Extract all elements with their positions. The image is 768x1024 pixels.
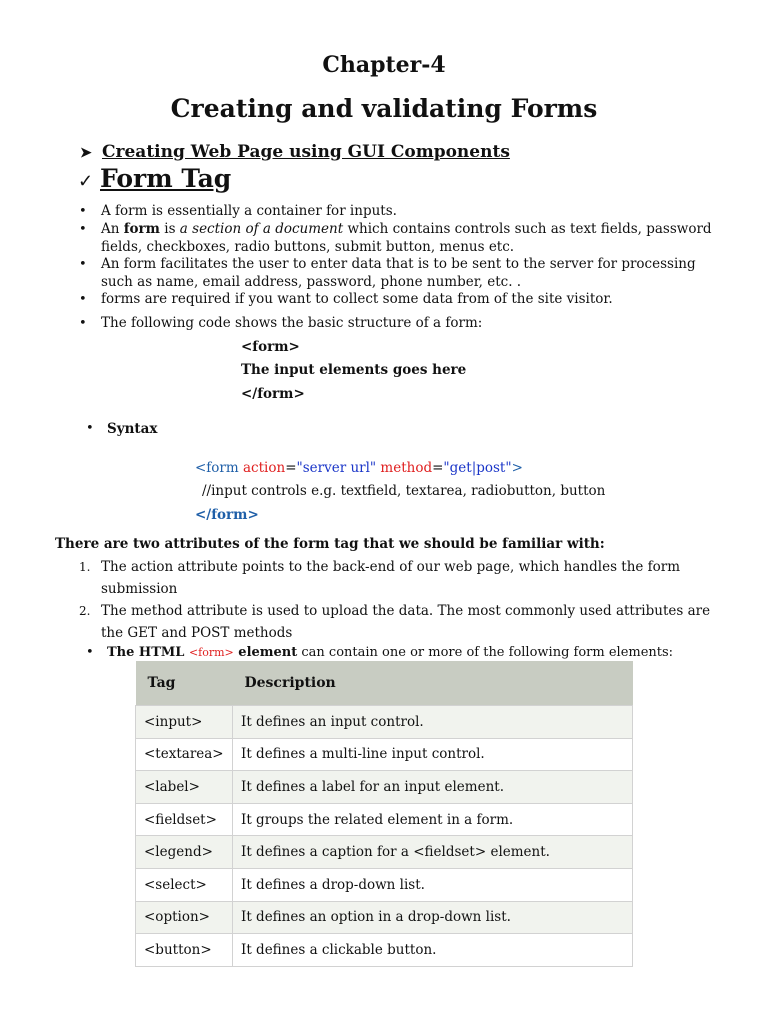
page-title: Creating and validating Forms xyxy=(170,94,598,123)
element-line-bold: element xyxy=(233,645,298,660)
chapter-heading: Chapter-4 xyxy=(322,52,446,78)
bullet-text: is xyxy=(159,221,180,237)
bullet-text: which contains controls such as text fields, password fields, checkboxes, radio buttons, submit button, menus etc. xyxy=(101,221,712,255)
cell-description: It groups the related element in a form. xyxy=(233,803,633,836)
table-row xyxy=(136,934,633,967)
bullet-item-1: • A form is essentially a container for inputs. xyxy=(101,203,731,221)
table-row xyxy=(136,771,633,804)
cell-description: It defines an option in a drop-down list. xyxy=(233,901,633,934)
code-open-tag: <form> xyxy=(241,339,300,355)
table-row xyxy=(136,868,633,901)
section-heading-text: Form Tag xyxy=(100,164,232,193)
item-number: 2. xyxy=(79,604,91,618)
header-tag: Tag xyxy=(136,661,233,706)
cell-tag: <fieldset> xyxy=(136,803,233,836)
cell-description: It defines a drop-down list. xyxy=(233,868,633,901)
table-row xyxy=(136,836,633,869)
element-line-text: can contain one or more of the following form elements: xyxy=(297,645,674,660)
item-number: 1. xyxy=(79,560,91,574)
table-row xyxy=(136,901,633,934)
header-description: Description xyxy=(233,661,633,706)
table-row xyxy=(136,803,633,836)
cell-description: It defines a label for an input element. xyxy=(233,771,633,804)
cell-description: It defines a clickable button. xyxy=(233,934,633,967)
code-close-tag: </form> xyxy=(241,386,305,402)
cell-tag: <textarea> xyxy=(136,738,233,771)
syntax-equals: = xyxy=(285,460,297,476)
cell-tag: <button> xyxy=(136,934,233,967)
section-heading xyxy=(78,164,231,193)
code-middle-line: The input elements goes here xyxy=(241,362,467,378)
form-elements-table xyxy=(135,661,633,967)
element-bullet-icon: • xyxy=(86,645,94,660)
syntax-bullet-icon: • xyxy=(86,421,94,436)
syntax-value: "server url" xyxy=(296,460,377,476)
syntax-keyword: <form xyxy=(195,460,239,476)
cell-tag: <legend> xyxy=(136,836,233,869)
syntax-value: "get|post" xyxy=(443,460,512,476)
cell-description: It defines a caption for a <fieldset> element. xyxy=(233,836,633,869)
syntax-close-tag: </form> xyxy=(195,507,259,523)
cell-tag: <input> xyxy=(136,706,233,739)
syntax-equals: = xyxy=(432,460,444,476)
syntax-comment: //input controls e.g. textfield, textarea, radiobutton, button xyxy=(202,483,606,499)
cell-tag: <select> xyxy=(136,868,233,901)
cell-description: It defines an input control. xyxy=(233,706,633,739)
numbered-item-1 xyxy=(79,556,721,600)
bullet-item-4: • forms are required if you want to collect some data from of the site visitor. xyxy=(101,291,731,309)
bullet-bold-text: form xyxy=(123,221,160,237)
checkmark-icon: ✓ xyxy=(78,171,94,192)
numbered-item-2 xyxy=(79,600,721,644)
cell-tag: <label> xyxy=(136,771,233,804)
syntax-keyword: > xyxy=(511,460,523,476)
syntax-attribute: method xyxy=(380,460,433,476)
element-line-bold: The HTML xyxy=(107,645,189,660)
subheading xyxy=(80,142,510,162)
syntax-label: Syntax xyxy=(107,421,158,437)
bullet-item-5: • The following code shows the basic structure of a form: xyxy=(101,315,731,333)
syntax-open-line xyxy=(195,460,523,476)
syntax-attribute: action xyxy=(243,460,286,476)
item-text: The action attribute points to the back-end of our web page, which handles the form submission xyxy=(101,559,681,597)
element-line-tag: <form> xyxy=(188,646,234,659)
bullet-item-2 xyxy=(101,221,731,256)
subheading-text: Creating Web Page using GUI Components xyxy=(102,142,510,162)
item-text: The method attribute is used to upload the data. The most commonly used attributes are the GET and POST methods xyxy=(101,603,711,641)
cell-description: It defines a multi-line input control. xyxy=(233,738,633,771)
table-row xyxy=(136,706,633,739)
attributes-intro: There are two attributes of the form tag that we should be familiar with: xyxy=(55,536,605,552)
element-line xyxy=(107,645,673,660)
table-header-row xyxy=(136,661,633,706)
bullet-text: An xyxy=(101,221,124,237)
arrow-bullet-icon: ➤ xyxy=(80,145,92,161)
table-row xyxy=(136,738,633,771)
cell-tag: <option> xyxy=(136,901,233,934)
bullet-italic-text: a section of a document xyxy=(179,221,344,237)
bullet-item-3: • An form facilitates the user to enter data that is to be sent to the server for processing such as name, email address, password, phone number, etc. . xyxy=(101,256,731,291)
